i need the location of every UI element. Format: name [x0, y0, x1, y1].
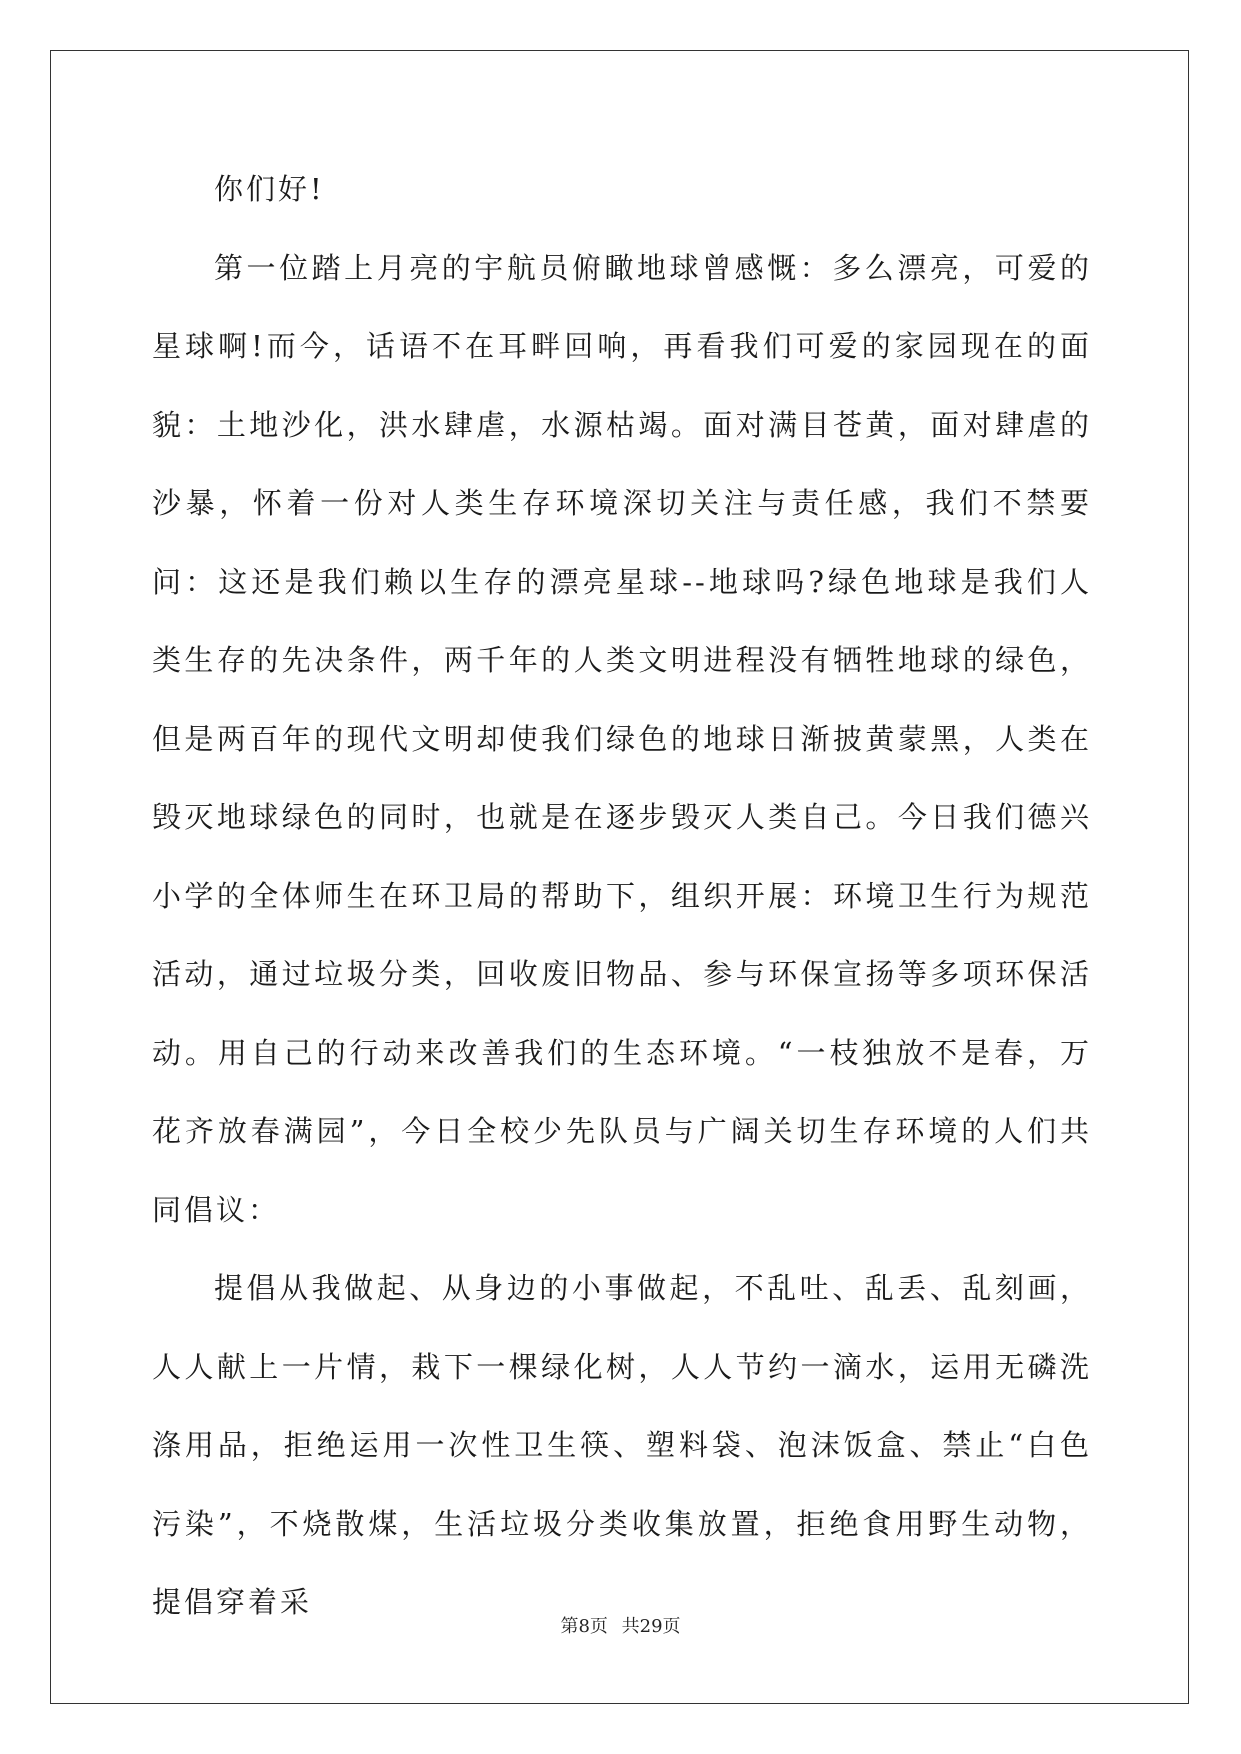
page-number: 第8页 [560, 1616, 608, 1637]
paragraph-greeting: 你们好! [214, 172, 325, 206]
document-body [152, 150, 1092, 1642]
page-total: 共29页 [621, 1616, 681, 1637]
page-footer [0, 1612, 1241, 1638]
paragraph-proposal: 提倡从我做起、从身边的小事做起，不乱吐、乱丢、乱刻画，人人献上一片情，栽下一棵绿化树，人人节约一滴水，运用无磷洗涤用品，拒绝运用一次性卫生筷、塑料袋、泡沫饭盒、禁止“白色污染”，不烧散煤，生活垃圾分类收集放置，拒绝食用野生动物，提倡穿着采 [152, 1271, 1092, 1619]
paragraph-main: 第一位踏上月亮的宇航员俯瞰地球曾感慨：多么漂亮，可爱的星球啊!而今，话语不在耳畔回响，再看我们可爱的家园现在的面貌：土地沙化，洪水肆虐，水源枯竭。面对满目苍黄，面对肆虐的沙暴，怀着一份对人类生存环境深切关注与责任感，我们不禁要问：这还是我们赖以生存的漂亮星球--地球吗?绿色地球是我们人类生存的先决条件，两千年的人类文明进程没有牺牲地球的绿色，但是两百年的现代文明却使我们绿色的地球日渐披黄蒙黑，人类在毁灭地球绿色的同时，也就是在逐步毁灭人类自己。今日我们德兴小学的全体师生在环卫局的帮助下，组织开展：环境卫生行为规范活动，通过垃圾分类，回收废旧物品、参与环保宣扬等多项环保活动。用自己的行动来改善我们的生态环境。“一枝独放不是春，万花齐放春满园”，今日全校少先队员与广阔关切生存环境的人们共同倡议： [152, 250, 1092, 1227]
